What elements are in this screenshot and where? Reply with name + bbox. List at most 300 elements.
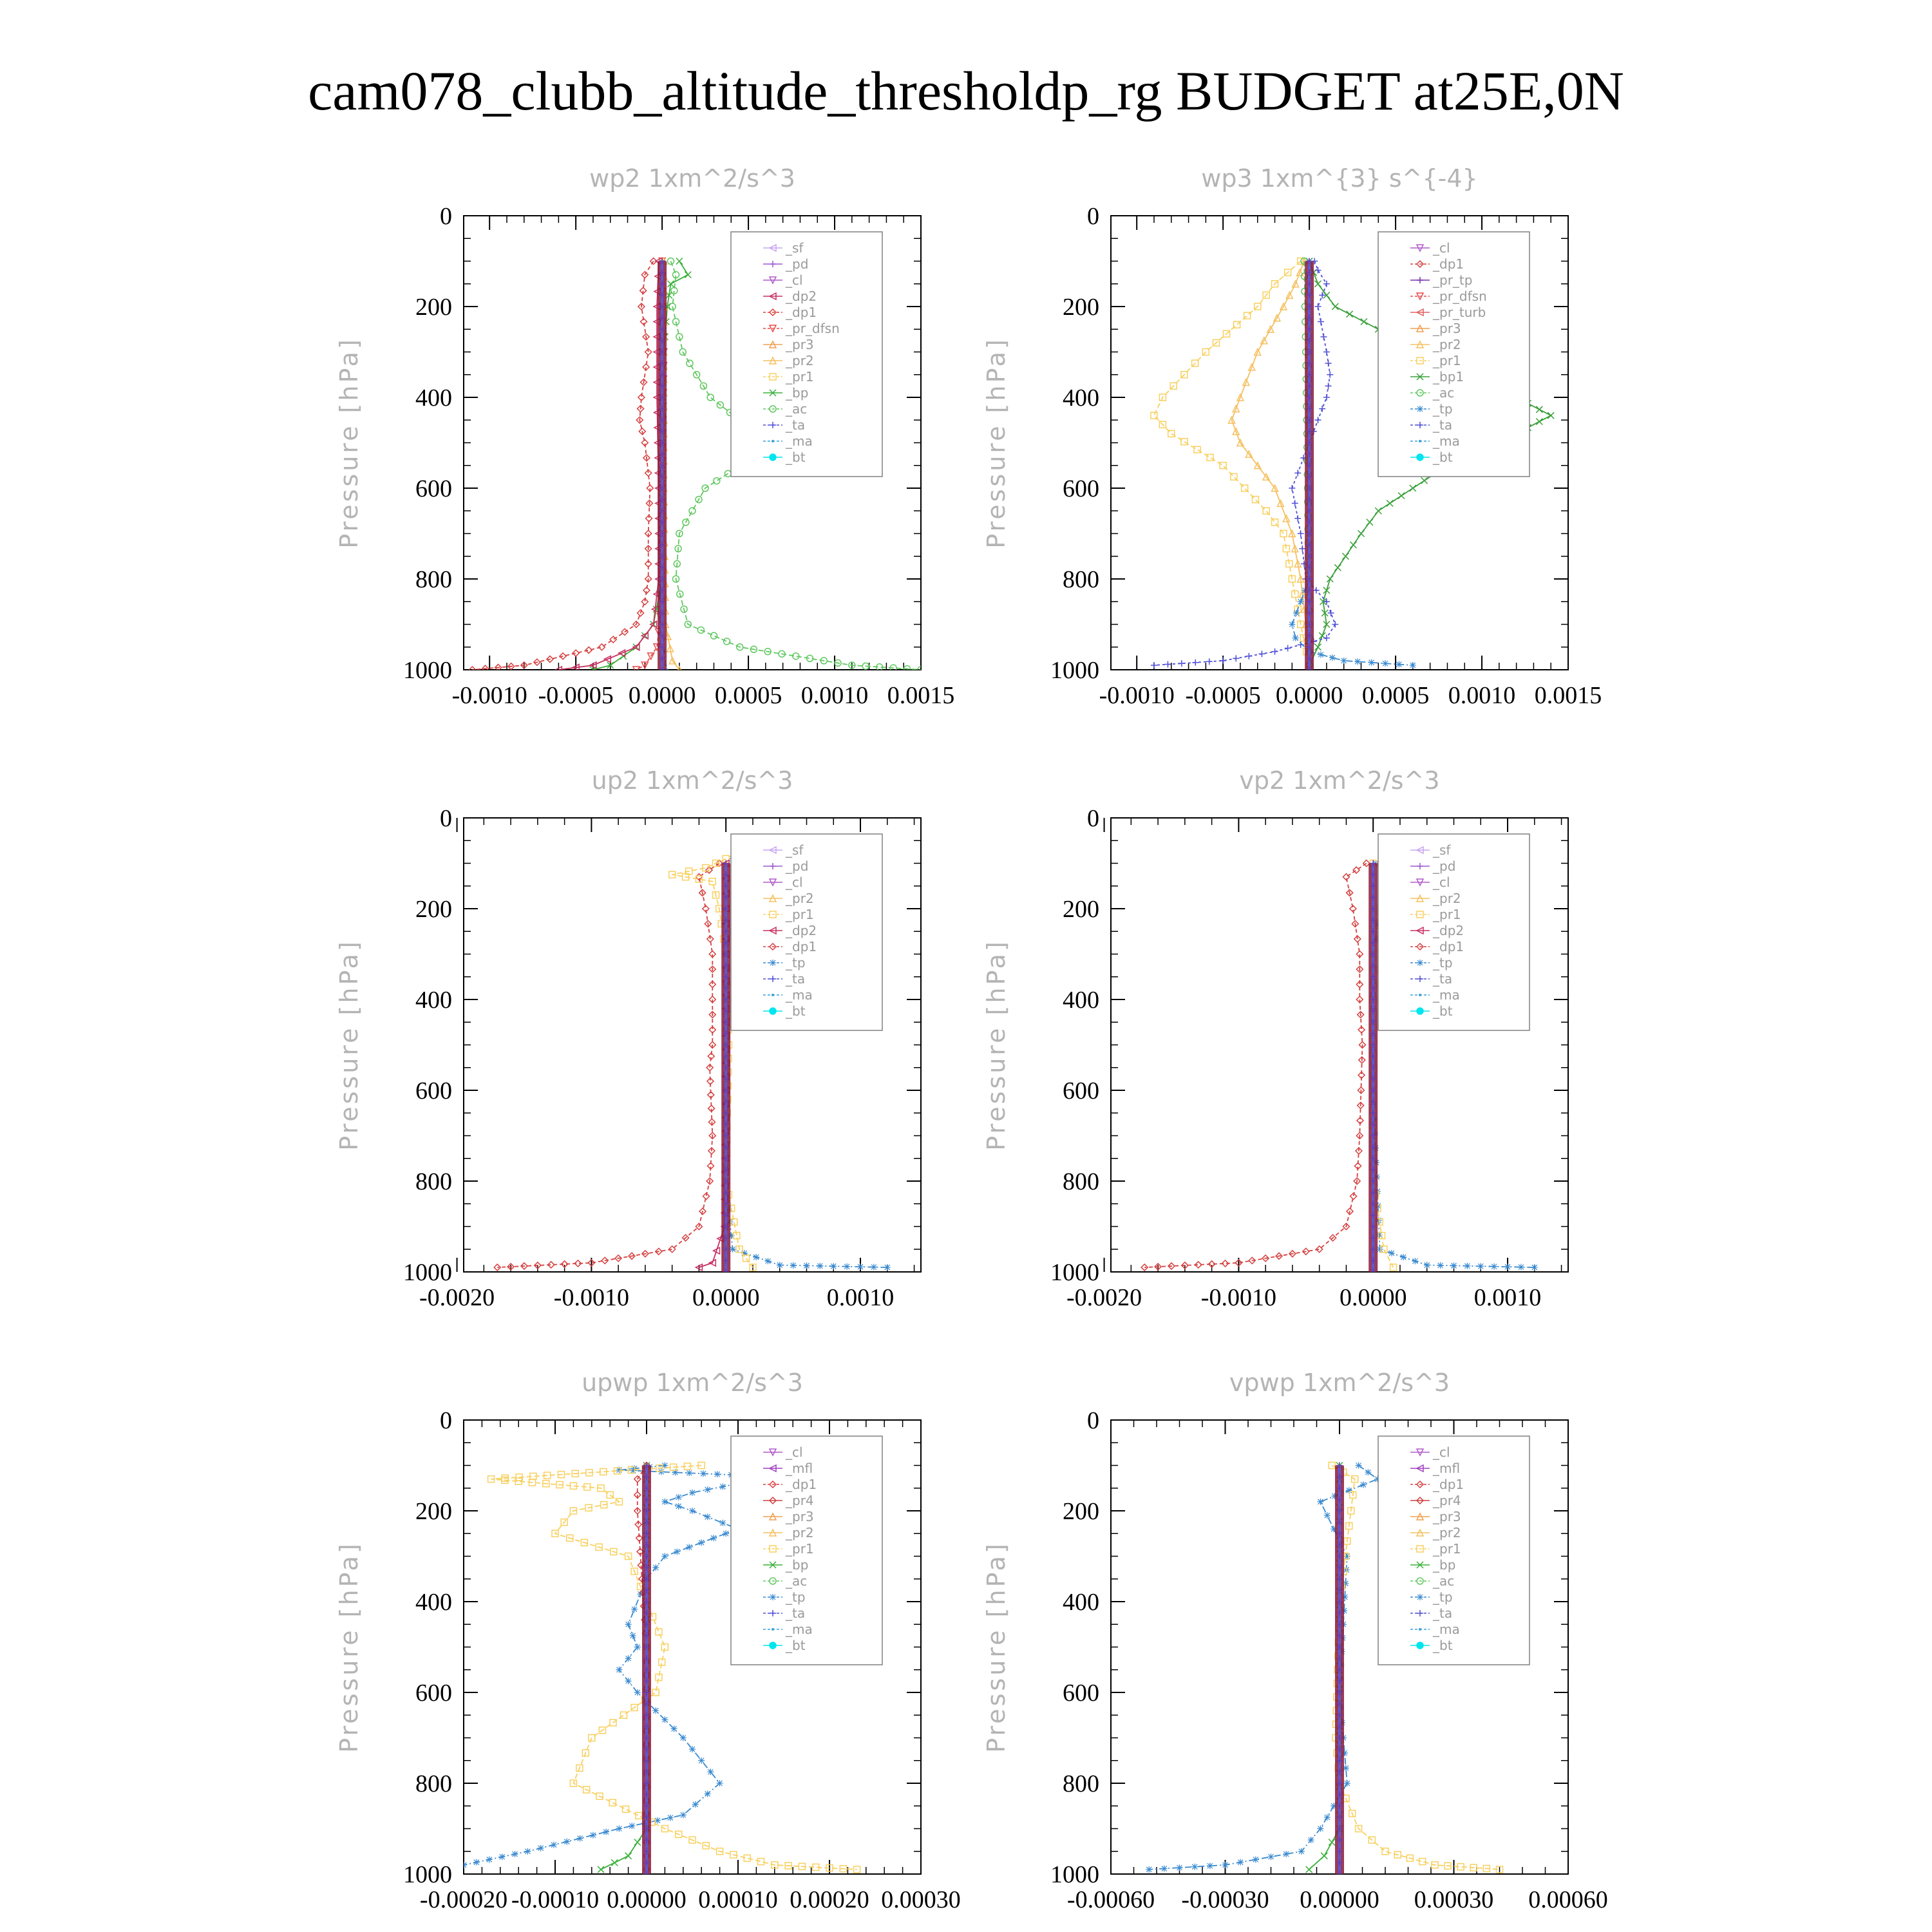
data-point-bp [611,1859,618,1866]
series-bp [590,258,691,674]
data-point-tp [538,1845,544,1852]
y-tick-label: 600 [1063,1077,1099,1104]
data-point-tp [719,1483,726,1490]
legend-label: _pd [786,256,809,272]
series-line [593,261,688,670]
data-point-ta [1328,610,1334,616]
legend-label: _ac [786,401,808,417]
data-point-bp1 [1421,477,1428,484]
data-point-tp [460,1862,467,1868]
data-point-ta [1245,653,1252,659]
data-point-tp [1412,1258,1418,1264]
y-axis-label: Pressure [hPa] [982,337,1010,549]
y-tick-label: 600 [415,1680,452,1707]
legend-label: _cl [1433,1444,1450,1460]
legend-label: _tp [786,1589,806,1605]
data-point-ac [707,394,714,401]
legend-label: _pd [786,858,809,874]
data-point-tp [698,1757,705,1764]
data-point-tp [1437,1262,1444,1269]
data-point-tp [1356,1463,1362,1469]
data-point-tp [652,1707,659,1714]
data-point-bp1 [1334,564,1341,571]
data-point-tp [689,1746,696,1752]
data-point-tp [1289,621,1295,628]
data-point-pr1 [656,1629,662,1635]
x-tick-label: -0.0010 [1099,682,1175,709]
x-tick-label: 0.0000 [628,682,696,709]
series-bp [598,1463,650,1873]
data-point-bt [1417,1642,1423,1649]
data-point-tp [625,1655,632,1662]
series-bt [1368,860,1378,1276]
data-point-bp [1329,1839,1335,1846]
legend-label: _bt [786,450,806,465]
x-tick-label: 0.0010 [1448,682,1516,709]
legend-label: _dp1 [1433,1477,1464,1492]
data-point-bp1 [1350,542,1356,548]
legend-label: _pr3 [1433,1509,1461,1524]
legend-label: _pr_dfsn [1433,289,1487,304]
data-point-ac [714,478,720,484]
data-point-tp [710,1535,717,1541]
legend-label: _bt [1433,1003,1453,1019]
legend-label: _ma [1433,433,1460,449]
y-tick-label: 0 [1087,203,1099,230]
legend-label: _tp [1433,401,1453,417]
data-point-tp [629,1823,635,1829]
data-point-tp [1222,1862,1229,1868]
data-point-tp [1410,662,1416,668]
y-axis-label: Pressure [hPa] [982,939,1010,1151]
y-tick-label: 0 [440,203,452,230]
x-tick-label: 0.0010 [800,682,869,709]
data-point-tp [686,1470,692,1476]
data-point-tp [676,1503,682,1510]
data-point-pr1 [636,1812,642,1819]
data-point-ta [1323,281,1330,287]
panel-title: wp3 1xm^{3} s^{-4} [1201,164,1478,193]
legend-label: _pr2 [786,891,814,906]
data-point-tp [692,1801,699,1808]
data-point-tp [884,1264,891,1271]
data-point-tp [1344,1780,1350,1786]
data-point-bp1 [1375,507,1381,514]
x-tick-label: -0.0020 [419,1284,495,1311]
legend-label: _pr1 [1433,907,1461,922]
legend-label: _pr2 [786,353,814,368]
data-point-tp [564,1839,570,1845]
data-point-tp [661,1553,668,1560]
y-tick-label: 600 [415,1077,452,1104]
legend-label: _bt [786,1003,806,1019]
x-tick-label: -0.00010 [511,1886,600,1913]
legend-label: _ac [1433,385,1455,401]
data-point-tp [499,1853,506,1860]
panels-container [335,164,1608,1913]
legend-label: _ta [1433,1605,1453,1621]
legend-label: _tp [1433,1589,1453,1605]
series-line [497,864,719,1268]
data-point-ta [1151,662,1157,668]
data-point-tp [680,1735,687,1741]
data-point-bt [770,1008,776,1014]
legend-label: _pr1 [786,369,814,384]
data-point-tp [707,1768,714,1775]
data-point-bp [1321,1853,1327,1859]
data-point-ta [1332,621,1338,628]
series-line [1309,1466,1340,1870]
x-tick-label: -0.00030 [1181,1886,1269,1913]
y-tick-label: 400 [1063,384,1099,412]
data-point-tp [1464,1263,1470,1269]
data-point-tp [603,1829,609,1835]
y-tick-label: 200 [1063,1498,1099,1525]
data-point-bp [676,258,683,265]
legend-label: _bp [786,385,809,401]
data-point-tp [689,1490,696,1496]
data-point-tp [1329,654,1336,661]
series-bt [721,860,730,1276]
data-point-tp [844,1264,850,1270]
y-tick-label: 1000 [1050,657,1099,684]
data-point-tp [486,1856,493,1862]
legend-label: _dp1 [786,1477,817,1492]
series-bt [642,1463,651,1878]
data-point-bp1 [1361,319,1367,325]
y-tick-label: 200 [415,1498,452,1525]
y-tick-label: 1000 [403,1259,452,1286]
data-point-ta [1325,383,1332,389]
data-point-tp [634,1644,641,1651]
x-tick-label: 0.00030 [881,1886,961,1913]
data-point-pr1 [854,1866,860,1873]
x-tick-label: 0.0000 [692,1284,760,1311]
data-point-tp [1417,406,1423,412]
data-point-tp [1237,1859,1244,1866]
data-point-ta [1285,645,1291,652]
data-point-pr1 [1419,1859,1426,1865]
legend [1378,834,1530,1030]
legend-label: _pr4 [786,1493,814,1508]
chart-panel-1 [335,164,954,709]
data-point-bp1 [1327,576,1333,582]
data-point-tp [512,1851,518,1857]
legend-label: _bp1 [1433,369,1464,384]
data-point-ta [1179,660,1185,667]
y-tick-label: 600 [1063,1680,1099,1707]
data-point-tp [676,1494,682,1501]
legend-label: _dp1 [786,305,817,320]
data-point-tp [1477,1263,1484,1269]
legend-label: _ta [786,1605,806,1621]
legend-label: _pr1 [786,1541,814,1557]
legend-label: _ma [1433,1622,1460,1637]
legend-label: _sf [1433,842,1451,858]
data-point-ta [1192,659,1198,666]
legend-label: _dp1 [1433,256,1464,272]
data-point-bp [1306,1866,1312,1873]
data-point-bp1 [1323,587,1330,594]
data-point-dp1 [1353,867,1359,873]
legend-label: _pr2 [786,1525,814,1540]
data-point-tp [1504,1264,1511,1270]
data-point-ta [1313,587,1320,594]
data-point-pr1 [1207,454,1213,460]
data-point-pr1 [623,1806,629,1812]
legend-label: _dp1 [786,939,817,954]
data-point-tp [790,1262,797,1269]
data-point-ma [1419,1628,1421,1631]
y-tick-label: 400 [415,1589,452,1616]
y-tick-label: 800 [1063,566,1099,593]
data-point-tp [524,1848,531,1855]
series-line [1154,261,1309,666]
series-line [558,261,658,670]
data-point-bt [770,1642,776,1649]
data-point-tp [631,1606,638,1613]
data-point-tp [1318,652,1324,658]
data-point-tp [1360,1481,1367,1488]
data-point-tp [817,1263,823,1269]
data-point-bt [770,454,776,460]
series-pr1 [1151,258,1312,668]
y-tick-label: 400 [415,987,452,1014]
data-point-tp [652,1564,659,1571]
data-point-tp [1146,1866,1152,1873]
chart-panel-4 [982,766,1568,1311]
y-tick-label: 0 [1087,805,1099,832]
data-point-tp [616,1667,622,1673]
x-tick-label: -0.00060 [1066,1886,1155,1913]
data-point-tp [616,1826,622,1832]
y-tick-label: 800 [415,566,452,593]
data-point-tp [830,1263,837,1269]
data-point-bp1 [1387,500,1393,507]
y-tick-label: 400 [415,384,452,412]
legend-label: _ma [1433,987,1460,1003]
data-point-ma [1419,994,1421,996]
data-point-tp [700,1470,706,1477]
y-tick-label: 1000 [1050,1861,1099,1888]
y-tick-label: 600 [415,475,452,502]
x-tick-label: 0.0015 [1534,682,1602,709]
legend-label: _bp [786,1557,809,1573]
legend-label: _mfl [1433,1461,1461,1476]
data-point-tp [1396,661,1402,668]
data-point-tp [770,1594,776,1600]
data-point-bp1 [1398,493,1405,499]
data-point-tp [686,1544,692,1550]
data-point-tp [723,1530,729,1537]
data-point-bp1 [1536,419,1542,425]
data-point-tp [804,1262,810,1269]
data-point-tp [753,1254,759,1260]
legend-label: _pr_turb [1433,305,1486,320]
series-bt [658,258,667,674]
y-tick-label: 800 [415,1168,452,1195]
y-tick-label: 200 [1063,896,1099,923]
x-tick-label: 0.0010 [826,1284,895,1311]
data-point-tp [1308,1837,1314,1843]
legend-label: _dp2 [786,923,817,938]
data-point-tp [1191,1864,1198,1870]
data-point-tp [1268,1853,1274,1860]
data-point-tp [714,1471,721,1477]
data-point-ta [1323,635,1330,641]
legend-label: _sf [786,240,804,256]
data-point-ta [1319,406,1325,412]
chart-panel-2 [982,164,1602,709]
data-point-tp [719,1520,726,1526]
legend-label: _cl [786,272,803,288]
data-point-tp [630,1633,636,1639]
data-point-tp [674,1548,680,1555]
data-point-ta [1272,649,1278,655]
data-point-tp [680,1812,687,1818]
legend-label: _pr1 [786,907,814,922]
data-point-ta [1315,303,1321,310]
y-tick-label: 1000 [403,657,452,684]
series-dp1 [494,860,723,1271]
legend-label: _dp2 [786,289,817,304]
data-point-tp [770,960,776,966]
data-point-tp [705,1486,711,1493]
data-point-bp1 [1548,412,1554,419]
legend-label: _ac [786,1573,808,1589]
legend-label: _ta [786,971,806,987]
data-point-tp [1317,1499,1323,1505]
legend [731,1436,882,1665]
legend-label: _pr_tp [1433,272,1473,288]
data-point-ma [772,994,774,996]
x-tick-label: 0.0005 [1361,682,1430,709]
data-point-tp [661,1499,668,1505]
data-point-tp [577,1835,583,1842]
data-point-tp [764,1258,771,1264]
x-tick-label: 0.00010 [698,1886,778,1913]
data-point-pr1 [1181,439,1188,445]
data-point-tp [1298,598,1304,605]
data-point-bp [685,272,691,278]
data-point-bp1 [1358,531,1364,537]
legend-label: _tp [786,955,806,971]
data-point-tp [1346,1487,1352,1493]
data-point-ma [772,440,774,442]
data-point-bp1 [1347,311,1353,317]
data-point-ta [1323,394,1330,401]
data-point-tp [1283,1851,1289,1857]
x-tick-label: -0.0020 [1066,1284,1142,1311]
chart-panel-6 [982,1368,1608,1913]
data-point-tp [1293,635,1299,641]
data-point-ta [1289,485,1295,491]
data-point-tp [667,1815,674,1821]
series-bt [1335,1463,1344,1878]
data-point-bp1 [1410,485,1416,491]
legend-label: _bt [786,1638,806,1653]
data-point-tp [1451,1262,1457,1269]
y-tick-label: 200 [415,294,452,321]
data-point-bp1 [1315,281,1321,287]
x-tick-label: 0.0000 [1339,1284,1407,1311]
x-tick-label: 0.00020 [790,1886,869,1913]
legend-label: _pr2 [1433,891,1461,906]
legend-label: _pr3 [786,337,814,352]
data-point-tp [1324,1814,1331,1821]
legend-label: _cl [1433,875,1450,890]
data-point-ta [1299,545,1305,552]
legend-label: _dp1 [1433,939,1464,954]
data-point-tp [717,1780,723,1786]
data-point-tp [705,1513,711,1520]
legend-label: _pr3 [1433,321,1461,336]
series-dp1 [469,258,656,674]
y-tick-label: 400 [1063,987,1099,1014]
panel-title: vp2 1xm^2/s^3 [1239,766,1440,795]
chart-panel-3 [335,766,921,1311]
y-tick-label: 1000 [1050,1259,1099,1286]
legend-label: _pr1 [1433,1541,1461,1557]
data-point-tp [1417,1594,1423,1600]
legend [731,834,882,1030]
panel-title: upwp 1xm^2/s^3 [582,1368,803,1397]
x-tick-label: 0.00060 [1528,1886,1608,1913]
data-point-tp [1293,610,1300,616]
panel-title: wp2 1xm^2/s^3 [589,164,795,193]
data-point-tp [1298,1848,1305,1855]
legend-label: _ta [1433,417,1453,433]
data-point-tp [1368,659,1375,666]
y-tick-label: 0 [1087,1407,1099,1434]
data-point-ta [1164,661,1171,668]
data-point-tp [1365,1469,1371,1475]
data-point-dp1 [610,636,616,643]
data-point-ac [687,360,693,366]
y-tick-label: 200 [1063,294,1099,321]
data-point-bp [625,1853,632,1859]
data-point-tp [625,1678,632,1684]
legend-label: _pr3 [786,1509,814,1524]
data-point-ac [689,507,696,514]
data-point-ta [1325,360,1332,366]
data-point-ma [772,1628,774,1631]
y-tick-label: 600 [1063,475,1099,502]
series-dp1 [1141,860,1370,1271]
data-point-ta [1315,267,1321,274]
legend-label: _pr_dfsn [786,321,840,336]
y-tick-label: 800 [1063,1770,1099,1797]
data-point-ta [1220,658,1226,664]
data-point-bp1 [1332,303,1338,310]
legend-label: _cl [1433,240,1450,256]
y-tick-label: 800 [1063,1168,1099,1195]
x-tick-label: 0.0000 [1275,682,1343,709]
data-point-tp [1341,658,1347,664]
data-point-tp [671,1725,677,1732]
legend-label: _bp [1433,1557,1456,1573]
series-line [472,261,653,670]
data-point-tp [1177,1864,1183,1871]
data-point-ta [1318,319,1324,325]
x-tick-label: 0.00000 [607,1886,687,1913]
data-point-ac [710,632,717,639]
y-tick-label: 1000 [403,1861,452,1888]
x-tick-label: -0.0010 [1200,1284,1276,1311]
data-point-tp [590,1832,596,1839]
data-point-tp [705,1790,711,1797]
y-tick-label: 400 [1063,1589,1099,1616]
